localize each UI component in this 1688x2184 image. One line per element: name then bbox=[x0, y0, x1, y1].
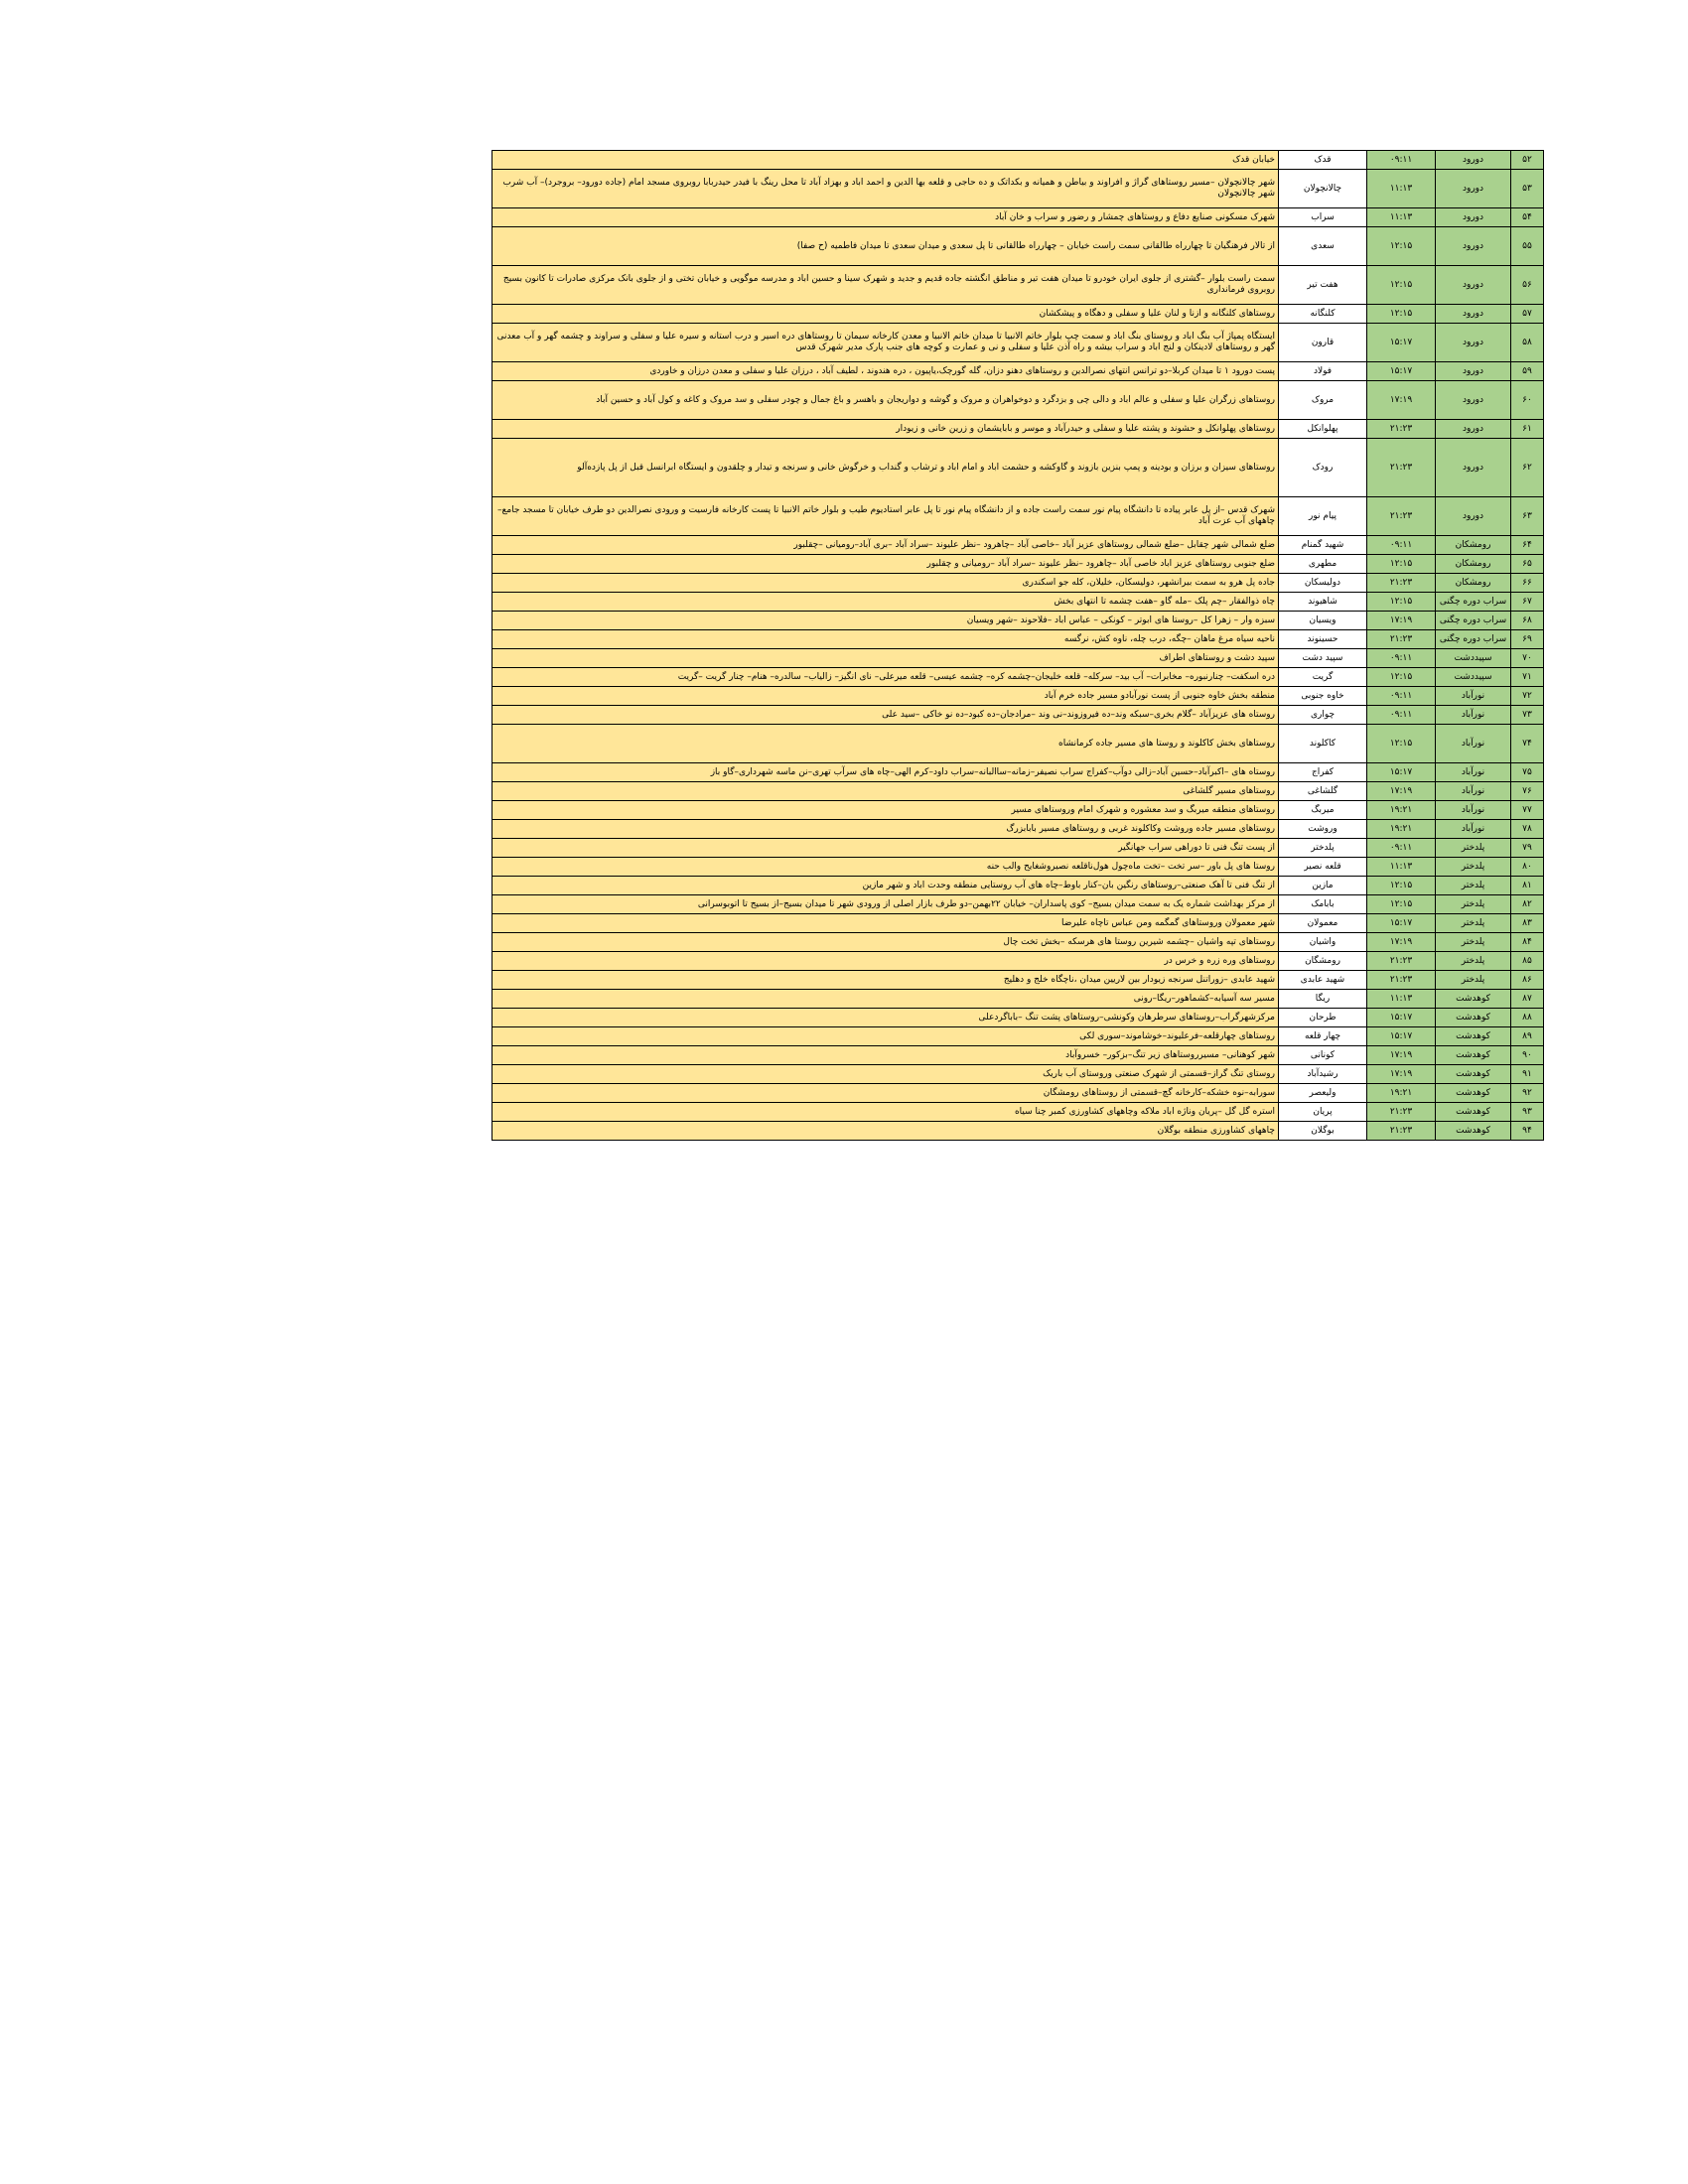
affected-areas-cell: منطقه بخش خاوه جنوبی از پست نورآبادو مسیر جاده خرم آباد bbox=[492, 687, 1279, 706]
affected-areas-cell: چاه ذوالفقار –چم پلک –مله گاو –هفت چشمه تا انتهای بخش bbox=[492, 593, 1279, 612]
affected-areas-cell: مسیر سه آسیابه–کشماهور–ریگا–رونی bbox=[492, 990, 1279, 1009]
row-number-cell: ۸۵ bbox=[1511, 952, 1544, 971]
row-number-cell: ۶۵ bbox=[1511, 555, 1544, 574]
time-range-cell: ۱۵:۱۷ bbox=[1367, 914, 1436, 933]
table-row bbox=[492, 324, 1544, 362]
table-row bbox=[492, 971, 1544, 990]
time-range-cell: ۱۲:۱۵ bbox=[1367, 725, 1436, 763]
table-row bbox=[492, 763, 1544, 782]
district-cell: دورود bbox=[1436, 324, 1511, 362]
row-number-cell: ۷۳ bbox=[1511, 706, 1544, 725]
time-range-cell: ۰۹:۱۱ bbox=[1367, 706, 1436, 725]
affected-areas-cell: شهر کوهنانی– مسیرروستاهای زیر تنگ–بزکور– خسروآباد bbox=[492, 1046, 1279, 1065]
table-row bbox=[492, 1122, 1544, 1141]
time-range-cell: ۱۵:۱۷ bbox=[1367, 763, 1436, 782]
district-cell: کوهدشت bbox=[1436, 1122, 1511, 1141]
table-row bbox=[492, 170, 1544, 208]
feeder-area-cell: بابامک bbox=[1279, 895, 1367, 914]
table-row bbox=[492, 952, 1544, 971]
time-range-cell: ۱۲:۱۵ bbox=[1367, 668, 1436, 687]
feeder-area-cell: شهید گمنام bbox=[1279, 536, 1367, 555]
district-cell: سراب دوره چگنی bbox=[1436, 593, 1511, 612]
district-cell: کوهدشت bbox=[1436, 1027, 1511, 1046]
table-row bbox=[492, 151, 1544, 170]
row-number-cell: ۶۴ bbox=[1511, 536, 1544, 555]
table-row bbox=[492, 630, 1544, 649]
row-number-cell: ۵۹ bbox=[1511, 362, 1544, 381]
affected-areas-cell: ناحیه سیاه مرغ ماهان –چگه، درب چله، ناوه کش، نرگسه bbox=[492, 630, 1279, 649]
time-range-cell: ۱۱:۱۳ bbox=[1367, 208, 1436, 227]
table-row bbox=[492, 1027, 1544, 1046]
feeder-area-cell: مروک bbox=[1279, 381, 1367, 420]
district-cell: دورود bbox=[1436, 227, 1511, 266]
row-number-cell: ۵۶ bbox=[1511, 266, 1544, 305]
affected-areas-cell: پست دورود ۱ تا میدان کربلا–دو ترانس انتهای نصرالدین و روستاهای دهنو دزان، گله گورچک،یاپیون ، دره هندوند ، لطیف آباد ، درزان علیا و سفلی و معدن درزان و خاوردی bbox=[492, 362, 1279, 381]
row-number-cell: ۸۰ bbox=[1511, 858, 1544, 877]
time-range-cell: ۱۱:۱۳ bbox=[1367, 858, 1436, 877]
feeder-area-cell: چهار قلعه bbox=[1279, 1027, 1367, 1046]
row-number-cell: ۶۷ bbox=[1511, 593, 1544, 612]
district-cell: رومشکان bbox=[1436, 574, 1511, 593]
district-cell: پلدختر bbox=[1436, 952, 1511, 971]
feeder-area-cell: ویسیان bbox=[1279, 612, 1367, 630]
affected-areas-cell: روستاه های –اکبرآباد–حسین آباد–زالی دوآب–کفراج سراب نصیفر–زمانه–ساالبانه–سراب داود–کرم الهی–چاه های سرآب تهری–نن ماسه شهرداری–گاو باز bbox=[492, 763, 1279, 782]
row-number-cell: ۷۶ bbox=[1511, 782, 1544, 801]
time-range-cell: ۱۷:۱۹ bbox=[1367, 381, 1436, 420]
affected-areas-cell: روستاهای سیزان و برزان و بودینه و پمپ بنزین بازوند و گاوکشه و حشمت اباد و امام اباد و ترشاب و گنداب و خرگوش خانی و سرنجه و تیدار و چلقدون و ایستگاه ابرانسل قبل از پل پازده‌آلو bbox=[492, 439, 1279, 497]
time-range-cell: ۰۹:۱۱ bbox=[1367, 687, 1436, 706]
table-row bbox=[492, 381, 1544, 420]
time-range-cell: ۱۵:۱۷ bbox=[1367, 362, 1436, 381]
feeder-area-cell: پهلوانکل bbox=[1279, 420, 1367, 439]
affected-areas-cell: روستاه های عزیزآباد –گلام بخری–سبکه وند–ده فیروزوند–نی وند –مرادجان–ده کبود–ده نو خاکی –سید علی bbox=[492, 706, 1279, 725]
table-row bbox=[492, 593, 1544, 612]
district-cell: دورود bbox=[1436, 420, 1511, 439]
table-row bbox=[492, 208, 1544, 227]
affected-areas-cell: روستاهای وره زره و خرس در bbox=[492, 952, 1279, 971]
row-number-cell: ۹۳ bbox=[1511, 1103, 1544, 1122]
time-range-cell: ۱۹:۲۱ bbox=[1367, 801, 1436, 820]
district-cell: دورود bbox=[1436, 266, 1511, 305]
time-range-cell: ۲۱:۲۳ bbox=[1367, 971, 1436, 990]
district-cell: نورآباد bbox=[1436, 687, 1511, 706]
district-cell: پلدختر bbox=[1436, 914, 1511, 933]
district-cell: دورود bbox=[1436, 362, 1511, 381]
time-range-cell: ۱۱:۱۳ bbox=[1367, 170, 1436, 208]
time-range-cell: ۱۷:۱۹ bbox=[1367, 933, 1436, 952]
affected-areas-cell: شهر چالانچولان –مسیر روستاهای گراژ و افراوند و بیاطن و همیانه و بکداتک و ده حاجی و قلعه بها الدین و احمد اباد و بهزاد آباد تا محل رینگ با فیدر حیدربابا روبروی مسجد امام (جاده دورود– بروجرد)– آب شرب شهر چالانچولان bbox=[492, 170, 1279, 208]
district-cell: نورآباد bbox=[1436, 820, 1511, 839]
affected-areas-cell: ایستگاه پمپاژ آب بنگ اباد و روستای بنگ اباد و سمت چپ بلوار خاتم الانبیا تا میدان خاتم الانبیا و معدن کارخانه سیمان تا روستاهای دره اسیر و درب استانه و سیره علیا و سفلی و سراوند و چشمه گهر و آب معدنی گهر و روستاهای لادینکان و لنج اباد و سراب بیشه و راه آذن علیا و سفلی و نی و عمارت و کوچه های جنب پارک مدیر شهرک قدس bbox=[492, 324, 1279, 362]
row-number-cell: ۸۲ bbox=[1511, 895, 1544, 914]
time-range-cell: ۲۱:۲۳ bbox=[1367, 1103, 1436, 1122]
affected-areas-cell: جاده پل هرو به سمت بیرانشهر، دولیسکان، خلیلان، کله جو اسکندری bbox=[492, 574, 1279, 593]
row-number-cell: ۶۳ bbox=[1511, 497, 1544, 536]
feeder-area-cell: پریان bbox=[1279, 1103, 1367, 1122]
row-number-cell: ۸۸ bbox=[1511, 1009, 1544, 1027]
outage-schedule-table bbox=[492, 150, 1544, 1141]
row-number-cell: ۸۴ bbox=[1511, 933, 1544, 952]
feeder-area-cell: سپید دشت bbox=[1279, 649, 1367, 668]
row-number-cell: ۷۰ bbox=[1511, 649, 1544, 668]
feeder-area-cell: ریگا bbox=[1279, 990, 1367, 1009]
feeder-area-cell: بوگلان bbox=[1279, 1122, 1367, 1141]
row-number-cell: ۵۴ bbox=[1511, 208, 1544, 227]
row-number-cell: ۵۳ bbox=[1511, 170, 1544, 208]
table-row bbox=[492, 895, 1544, 914]
affected-areas-cell: روستاهای تپه واشیان –چشمه شیرین روستا های هرسکه –بخش تخت چال bbox=[492, 933, 1279, 952]
district-cell: کوهدشت bbox=[1436, 1084, 1511, 1103]
affected-areas-cell: سمت راست بلوار –گشتری از جلوی ایران خودرو تا میدان هفت تیر و مناطق انگشته جاده قدیم و جدید و شهرک سینا و حسین اباد و مدرسه موگویی و خیابان تختی و از جلوی بانک مرکزی صادرات تا کانون بسیج روبروی فرمانداری bbox=[492, 266, 1279, 305]
affected-areas-cell: از تالار فرهنگیان تا چهارراه طالقانی سمت راست خیابان – چهارراه طالقانی تا پل سعدی و میدان سعدی تا میدان فاطمیه (ح صفا) bbox=[492, 227, 1279, 266]
table-row bbox=[492, 536, 1544, 555]
table-row bbox=[492, 858, 1544, 877]
feeder-area-cell: ولیعصر bbox=[1279, 1084, 1367, 1103]
table-row bbox=[492, 877, 1544, 895]
feeder-area-cell: خاوه جنوبی bbox=[1279, 687, 1367, 706]
time-range-cell: ۱۵:۱۷ bbox=[1367, 324, 1436, 362]
table-row bbox=[492, 914, 1544, 933]
table-row bbox=[492, 820, 1544, 839]
affected-areas-cell: روستاهای بخش کاکلوند و روستا های مسیر جاده کرمانشاه bbox=[492, 725, 1279, 763]
feeder-area-cell: پیام نور bbox=[1279, 497, 1367, 536]
feeder-area-cell: کونانی bbox=[1279, 1046, 1367, 1065]
table-row bbox=[492, 612, 1544, 630]
row-number-cell: ۷۸ bbox=[1511, 820, 1544, 839]
time-range-cell: ۱۲:۱۵ bbox=[1367, 593, 1436, 612]
affected-areas-cell: روستاهای منطقه میربگ و سد معشوره و شهرک امام وروستاهای مسیر bbox=[492, 801, 1279, 820]
time-range-cell: ۱۲:۱۵ bbox=[1367, 895, 1436, 914]
feeder-area-cell: پلدختر bbox=[1279, 839, 1367, 858]
feeder-area-cell: قارون bbox=[1279, 324, 1367, 362]
district-cell: کوهدشت bbox=[1436, 1065, 1511, 1084]
affected-areas-cell: از تنگ فنی تا آهک صنعتی–روستاهای رنگین بان–کنار باوط–چاه های آب روستایی منطقه وحدت اباد و شهر مازین bbox=[492, 877, 1279, 895]
row-number-cell: ۷۵ bbox=[1511, 763, 1544, 782]
affected-areas-cell: خیابان قدک bbox=[492, 151, 1279, 170]
district-cell: نورآباد bbox=[1436, 725, 1511, 763]
district-cell: کوهدشت bbox=[1436, 990, 1511, 1009]
table-row bbox=[492, 1084, 1544, 1103]
feeder-area-cell: رومشگان bbox=[1279, 952, 1367, 971]
table-row bbox=[492, 1046, 1544, 1065]
feeder-area-cell: چواری bbox=[1279, 706, 1367, 725]
affected-areas-cell: از مرکز بهداشت شماره یک به سمت میدان بسیج– کوی پاسداران– خیابان ۲۲بهمن–دو طرف بازار اصلی از ورودی شهر تا میدان بسیج–از بسیج تا اتوبوسرانی bbox=[492, 895, 1279, 914]
table-row bbox=[492, 725, 1544, 763]
time-range-cell: ۱۲:۱۵ bbox=[1367, 227, 1436, 266]
row-number-cell: ۷۹ bbox=[1511, 839, 1544, 858]
affected-areas-cell: روستاهای مسیر گلشاغی bbox=[492, 782, 1279, 801]
feeder-area-cell: قلعه نصیر bbox=[1279, 858, 1367, 877]
time-range-cell: ۲۱:۲۳ bbox=[1367, 420, 1436, 439]
row-number-cell: ۶۸ bbox=[1511, 612, 1544, 630]
time-range-cell: ۱۷:۱۹ bbox=[1367, 782, 1436, 801]
feeder-area-cell: گریت bbox=[1279, 668, 1367, 687]
row-number-cell: ۵۲ bbox=[1511, 151, 1544, 170]
time-range-cell: ۰۹:۱۱ bbox=[1367, 839, 1436, 858]
row-number-cell: ۸۶ bbox=[1511, 971, 1544, 990]
row-number-cell: ۷۱ bbox=[1511, 668, 1544, 687]
outage-schedule-sheet bbox=[492, 150, 1544, 1141]
feeder-area-cell: معمولان bbox=[1279, 914, 1367, 933]
feeder-area-cell: چالانچولان bbox=[1279, 170, 1367, 208]
feeder-area-cell: میربگ bbox=[1279, 801, 1367, 820]
affected-areas-cell: شهرک مسکونی صنایع دفاع و روستاهای چمشار و رضور و سراب و خان آباد bbox=[492, 208, 1279, 227]
feeder-area-cell: کلنگانه bbox=[1279, 305, 1367, 324]
table-row bbox=[492, 687, 1544, 706]
table-row bbox=[492, 439, 1544, 497]
feeder-area-cell: هفت تیر bbox=[1279, 266, 1367, 305]
table-row bbox=[492, 801, 1544, 820]
time-range-cell: ۰۹:۱۱ bbox=[1367, 649, 1436, 668]
feeder-area-cell: گلشاغی bbox=[1279, 782, 1367, 801]
table-row bbox=[492, 574, 1544, 593]
row-number-cell: ۹۴ bbox=[1511, 1122, 1544, 1141]
row-number-cell: ۶۱ bbox=[1511, 420, 1544, 439]
row-number-cell: ۷۴ bbox=[1511, 725, 1544, 763]
row-number-cell: ۵۸ bbox=[1511, 324, 1544, 362]
district-cell: دورود bbox=[1436, 381, 1511, 420]
feeder-area-cell: حسینوند bbox=[1279, 630, 1367, 649]
district-cell: پلدختر bbox=[1436, 933, 1511, 952]
table-body bbox=[492, 151, 1544, 1141]
affected-areas-cell: شهرک قدس –از پل عابر پیاده تا دانشگاه پیام نور سمت راست جاده و از دانشگاه پیام نور تا پل عابر استادیوم طیب و بلوار خاتم الانبیا تا پست کارخانه فارسیت و ورودی نصرالدین دو طرف خیابان تا مسجد جامع– چاههای آب عزت آباد bbox=[492, 497, 1279, 536]
district-cell: سراب دوره چگنی bbox=[1436, 612, 1511, 630]
time-range-cell: ۱۵:۱۷ bbox=[1367, 1009, 1436, 1027]
table-row bbox=[492, 227, 1544, 266]
district-cell: دورود bbox=[1436, 151, 1511, 170]
time-range-cell: ۲۱:۲۳ bbox=[1367, 630, 1436, 649]
feeder-area-cell: قدک bbox=[1279, 151, 1367, 170]
row-number-cell: ۸۷ bbox=[1511, 990, 1544, 1009]
time-range-cell: ۱۲:۱۵ bbox=[1367, 877, 1436, 895]
affected-areas-cell: روستاهای مسیر جاده وروشت وکاکلوند غربی و روستاهای مسیر بابابزرگ bbox=[492, 820, 1279, 839]
affected-areas-cell: از پست تنگ فنی تا دوراهی سراب جهانگیر bbox=[492, 839, 1279, 858]
affected-areas-cell: استره گل گل –پریان وناژه اباد ملاکه وچاههای کشاورزی کمبر چنا سیاه bbox=[492, 1103, 1279, 1122]
district-cell: دورود bbox=[1436, 497, 1511, 536]
district-cell: دورود bbox=[1436, 208, 1511, 227]
table-row bbox=[492, 305, 1544, 324]
table-row bbox=[492, 782, 1544, 801]
feeder-area-cell: سراب bbox=[1279, 208, 1367, 227]
table-row bbox=[492, 933, 1544, 952]
district-cell: دورود bbox=[1436, 305, 1511, 324]
time-range-cell: ۱۷:۱۹ bbox=[1367, 612, 1436, 630]
affected-areas-cell: روستا های پل باور –سر تخت –تخت ماه‌چول هول‌ناقلعه نصیروشغایح والب حنه bbox=[492, 858, 1279, 877]
row-number-cell: ۷۷ bbox=[1511, 801, 1544, 820]
row-number-cell: ۸۹ bbox=[1511, 1027, 1544, 1046]
row-number-cell: ۹۰ bbox=[1511, 1046, 1544, 1065]
table-row bbox=[492, 1065, 1544, 1084]
district-cell: نورآباد bbox=[1436, 706, 1511, 725]
table-row bbox=[492, 1009, 1544, 1027]
row-number-cell: ۷۲ bbox=[1511, 687, 1544, 706]
table-row bbox=[492, 649, 1544, 668]
feeder-area-cell: واشیان bbox=[1279, 933, 1367, 952]
time-range-cell: ۰۹:۱۱ bbox=[1367, 151, 1436, 170]
row-number-cell: ۶۹ bbox=[1511, 630, 1544, 649]
table-row bbox=[492, 990, 1544, 1009]
feeder-area-cell: وروشت bbox=[1279, 820, 1367, 839]
district-cell: رومشکان bbox=[1436, 555, 1511, 574]
table-row bbox=[492, 706, 1544, 725]
district-cell: رومشکان bbox=[1436, 536, 1511, 555]
district-cell: کوهدشت bbox=[1436, 1009, 1511, 1027]
feeder-area-cell: طرحان bbox=[1279, 1009, 1367, 1027]
feeder-area-cell: مطهری bbox=[1279, 555, 1367, 574]
time-range-cell: ۲۱:۲۳ bbox=[1367, 497, 1436, 536]
feeder-area-cell: شاهیوند bbox=[1279, 593, 1367, 612]
district-cell: دورود bbox=[1436, 170, 1511, 208]
feeder-area-cell: شهید عابدی bbox=[1279, 971, 1367, 990]
table-row bbox=[492, 668, 1544, 687]
table-row bbox=[492, 555, 1544, 574]
row-number-cell: ۹۲ bbox=[1511, 1084, 1544, 1103]
affected-areas-cell: سپید دشت و روستاهای اطراف bbox=[492, 649, 1279, 668]
feeder-area-cell: رودک bbox=[1279, 439, 1367, 497]
affected-areas-cell: مرکزشهرگراب–روستاهای سرطرهان وکونشی–روستاهای پشت تنگ –باباگردعلی bbox=[492, 1009, 1279, 1027]
time-range-cell: ۲۱:۲۳ bbox=[1367, 439, 1436, 497]
table-row bbox=[492, 362, 1544, 381]
feeder-area-cell: کاکلوند bbox=[1279, 725, 1367, 763]
table-row bbox=[492, 1103, 1544, 1122]
affected-areas-cell: روستاهای چهارقلعه–فرعلیوند–خوشاموند–سوری لکی bbox=[492, 1027, 1279, 1046]
affected-areas-cell: ضلع جنوبی روستاهای عزیز اباد خاصی آباد –چاهرود –نظر علیوند –سراد آباد –رومیانی و چقلبور bbox=[492, 555, 1279, 574]
district-cell: نورآباد bbox=[1436, 763, 1511, 782]
district-cell: دورود bbox=[1436, 439, 1511, 497]
feeder-area-cell: مازین bbox=[1279, 877, 1367, 895]
table-row bbox=[492, 497, 1544, 536]
row-number-cell: ۶۶ bbox=[1511, 574, 1544, 593]
table-row bbox=[492, 420, 1544, 439]
row-number-cell: ۹۱ bbox=[1511, 1065, 1544, 1084]
affected-areas-cell: دره اسکفت– چنارنبوره– مخابرات– آب بید– سرکله– قلعه خلیجان–چشمه کره– چشمه عیسی– قلعه میرعلی– نای انگیز– زالیاب– سالدره– هنام– چنار گریت –گریت bbox=[492, 668, 1279, 687]
feeder-area-cell: رشیدآباد bbox=[1279, 1065, 1367, 1084]
district-cell: سپیددشت bbox=[1436, 649, 1511, 668]
feeder-area-cell: فولاد bbox=[1279, 362, 1367, 381]
time-range-cell: ۲۱:۲۳ bbox=[1367, 952, 1436, 971]
district-cell: پلدختر bbox=[1436, 858, 1511, 877]
district-cell: پلدختر bbox=[1436, 839, 1511, 858]
feeder-area-cell: دولیسکان bbox=[1279, 574, 1367, 593]
table-row bbox=[492, 839, 1544, 858]
time-range-cell: ۰۹:۱۱ bbox=[1367, 536, 1436, 555]
affected-areas-cell: سبزه وار – زهرا کل –روستا های ابوتر – کونکی – عباس اباد –فلاحوند –شهر ویسیان bbox=[492, 612, 1279, 630]
row-number-cell: ۵۵ bbox=[1511, 227, 1544, 266]
time-range-cell: ۱۷:۱۹ bbox=[1367, 1046, 1436, 1065]
district-cell: پلدختر bbox=[1436, 895, 1511, 914]
affected-areas-cell: شهر معمولان وروستاهای گمگمه ومن عباس تاچاه علیرضا bbox=[492, 914, 1279, 933]
affected-areas-cell: چاههای کشاورزی منطقه بوگلان bbox=[492, 1122, 1279, 1141]
district-cell: سپیددشت bbox=[1436, 668, 1511, 687]
district-cell: نورآباد bbox=[1436, 801, 1511, 820]
table-row bbox=[492, 266, 1544, 305]
time-range-cell: ۱۲:۱۵ bbox=[1367, 266, 1436, 305]
affected-areas-cell: ضلع شمالی شهر چقابل –ضلع شمالی روستاهای عزیز آباد –خاصی آباد –چاهرود –نظر علیوند –سراد آباد –بری آباد–رومیانی –چقلبور bbox=[492, 536, 1279, 555]
time-range-cell: ۱۱:۱۳ bbox=[1367, 990, 1436, 1009]
time-range-cell: ۱۲:۱۵ bbox=[1367, 305, 1436, 324]
district-cell: سراب دوره چگنی bbox=[1436, 630, 1511, 649]
affected-areas-cell: شهید عابدی –زوراتنل سرنجه زیودار بین لاریین میدان ،ناچگاه خلج و دهلیج bbox=[492, 971, 1279, 990]
district-cell: پلدختر bbox=[1436, 877, 1511, 895]
feeder-area-cell: سعدی bbox=[1279, 227, 1367, 266]
affected-areas-cell: روستاهای کلنگانه و ازنا و لنان علیا و سفلی و دهگاه و پیشکشان bbox=[492, 305, 1279, 324]
time-range-cell: ۱۵:۱۷ bbox=[1367, 1027, 1436, 1046]
district-cell: نورآباد bbox=[1436, 782, 1511, 801]
time-range-cell: ۲۱:۲۳ bbox=[1367, 574, 1436, 593]
time-range-cell: ۱۹:۲۱ bbox=[1367, 820, 1436, 839]
time-range-cell: ۲۱:۲۳ bbox=[1367, 1122, 1436, 1141]
affected-areas-cell: سورابه–نوه خشکه–کارخانه گچ–قسمتی از روستاهای رومشگان bbox=[492, 1084, 1279, 1103]
time-range-cell: ۱۲:۱۵ bbox=[1367, 555, 1436, 574]
affected-areas-cell: روستاهای پهلوانکل و حشوند و پشته علیا و سفلی و حیدرآباد و موسر و بابایشمان و زرین خانی و زیودار bbox=[492, 420, 1279, 439]
feeder-area-cell: کفراج bbox=[1279, 763, 1367, 782]
row-number-cell: ۶۰ bbox=[1511, 381, 1544, 420]
affected-areas-cell: روستای تنگ گراز–قسمتی از شهرک صنعتی وروستای آب باریک bbox=[492, 1065, 1279, 1084]
district-cell: کوهدشت bbox=[1436, 1046, 1511, 1065]
district-cell: پلدختر bbox=[1436, 971, 1511, 990]
row-number-cell: ۶۲ bbox=[1511, 439, 1544, 497]
row-number-cell: ۸۱ bbox=[1511, 877, 1544, 895]
time-range-cell: ۱۷:۱۹ bbox=[1367, 1065, 1436, 1084]
row-number-cell: ۵۷ bbox=[1511, 305, 1544, 324]
row-number-cell: ۸۳ bbox=[1511, 914, 1544, 933]
affected-areas-cell: روستاهای زرگران علیا و سفلی و عالم اباد و دالی چی و بزدگرد و دوخواهران و مروک و گوشه و دواریجان و باهسر و باغ جمال و چودر سفلی و سد مروک و کاغه و کول آباد و حسین آباد bbox=[492, 381, 1279, 420]
district-cell: کوهدشت bbox=[1436, 1103, 1511, 1122]
time-range-cell: ۱۹:۲۱ bbox=[1367, 1084, 1436, 1103]
